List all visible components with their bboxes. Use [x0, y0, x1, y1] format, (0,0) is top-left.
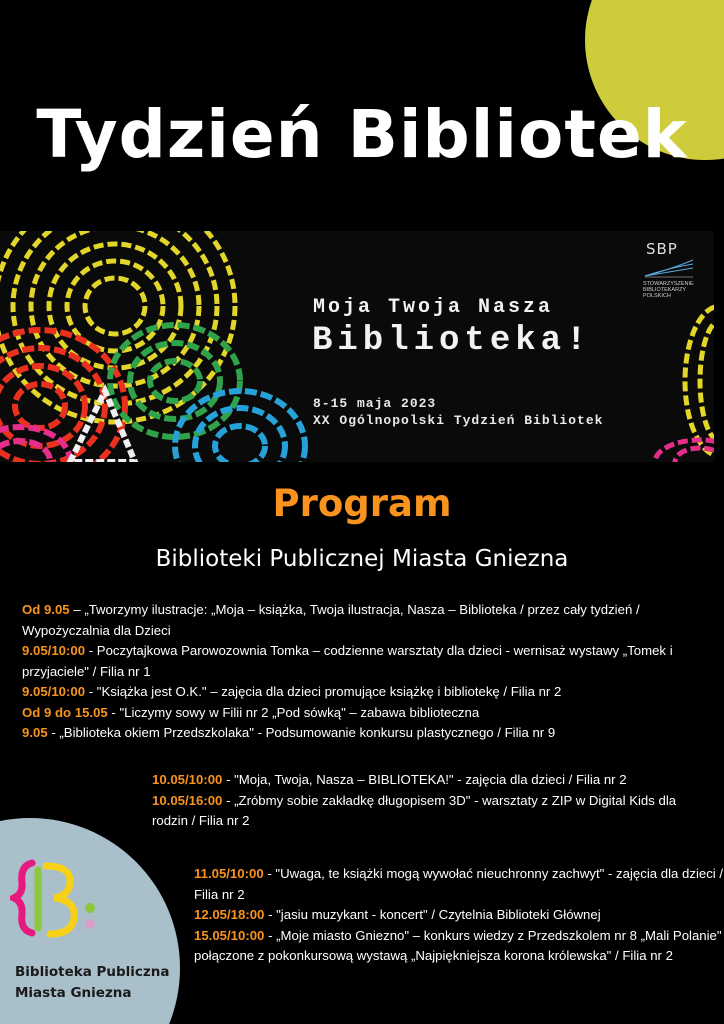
- logo-line2: Miasta Gniezna: [15, 985, 132, 1001]
- event-date: Od 9 do 15.05: [22, 704, 108, 720]
- logo-line1: Biblioteka Publiczna: [15, 964, 170, 980]
- event-text: – „Tworzymy ilustracje: „Moja – książka, Twoja ilustracja, Nasza – Biblioteka / przez cały tydzień / Wypożyczalnia dla Dzieci: [22, 602, 640, 638]
- event-item: [194, 864, 724, 905]
- events-block-1: [22, 600, 712, 744]
- event-text: - Poczytajkowa Parowozownia Tomka – codzienne warsztaty dla dzieci - wernisaż wystawy „Tomek i przyjaciele" / Filia nr 1: [22, 643, 673, 679]
- event-item: [194, 926, 724, 967]
- event-item: [22, 723, 712, 744]
- event-date: 10.05/16:00: [152, 792, 223, 808]
- sbp-logo-lines-icon: [643, 256, 695, 278]
- event-text: - "Książka jest O.K." – zajęcia dla dzieci promujące książkę i bibliotekę / Filia nr 2: [85, 684, 562, 699]
- sbp-logo: SBP: [646, 240, 678, 258]
- event-date: 10.05/10:00: [152, 772, 223, 787]
- event-date: 9.05: [22, 725, 48, 740]
- event-item: [152, 770, 692, 791]
- events-block-3: [194, 864, 724, 967]
- event-date: 12.05/18:00: [194, 907, 265, 922]
- event-text: - "Moja, Twoja, Nasza – BIBLIOTEKA!" - zajęcia dla dzieci / Filia nr 2: [222, 772, 627, 787]
- event-text: - "jasiu muzykant - koncert" / Czytelnia Biblioteki Głównej: [264, 907, 601, 922]
- event-date: 9.05/10:00: [22, 643, 86, 658]
- sbp-name: STOWARZYSZENIE BIBLIOTEKARZY POLSKICH: [643, 281, 694, 299]
- program-heading: Program: [272, 482, 452, 525]
- event-item: [152, 791, 692, 832]
- event-item: [22, 682, 712, 703]
- program-subtitle: Biblioteki Publicznej Miasta Gniezna: [155, 546, 569, 572]
- event-text: - „Biblioteka okiem Przedszkolaka" - Podsumowanie konkursu plastycznego / Filia nr 9: [47, 725, 556, 740]
- banner-line1: Moja Twoja Nasza: [313, 296, 554, 319]
- banner-dates: 8-15 maja 2023: [313, 396, 437, 411]
- banner-edition: XX Ogólnopolski Tydzień Bibliotek: [313, 413, 604, 428]
- event-text: - "Uwaga, te książki mogą wywołać nieuchronny zachwyt" - zajęcia dla dzieci / Filia nr 2: [194, 866, 724, 902]
- event-item: [194, 905, 724, 926]
- library-logo-text: [15, 962, 170, 1004]
- event-item: [22, 703, 712, 724]
- banner-line2: Biblioteka!: [312, 322, 592, 360]
- library-logo-icon: [10, 858, 100, 948]
- event-date: Od 9.05: [22, 602, 70, 617]
- event-text: - „Zróbmy sobie zakładkę długopisem 3D" - warsztaty z ZIP w Digital Kids dla rodzin / Filia nr 2: [152, 792, 677, 828]
- event-text: - „Moje miasto Gniezno" – konkurs wiedzy z Przedszkolem nr 8 „Mali Polanie" połączone z pokonkursową wystawą „Najpiękniejsza korona królewska" / Filia nr 2: [194, 927, 722, 963]
- event-date: 11.05/10:00: [194, 866, 264, 881]
- events-block-2: [152, 770, 692, 832]
- event-item: [22, 600, 712, 641]
- event-date: 9.05/10:00: [22, 684, 86, 699]
- event-text: - "Liczymy sowy w Filii nr 2 „Pod sówką" – zabawa biblioteczna: [107, 704, 480, 720]
- event-date: 15.05/10:00: [194, 927, 265, 943]
- event-item: [22, 641, 712, 682]
- page-title: Tydzień Bibliotek: [36, 96, 688, 173]
